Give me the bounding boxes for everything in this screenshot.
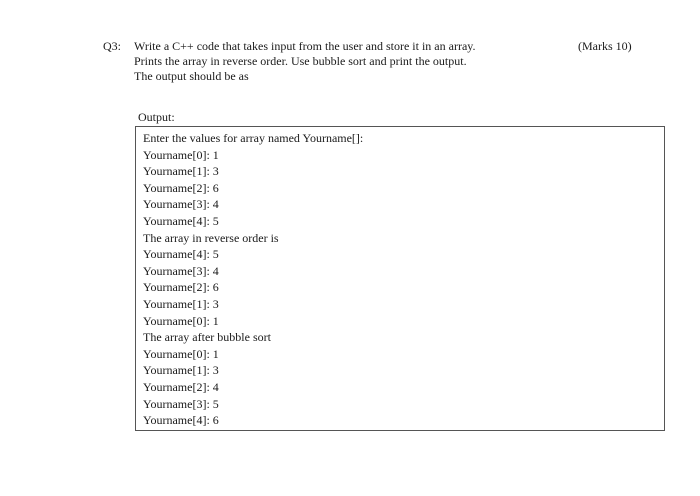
output-line: Yourname[3]: 5	[143, 396, 219, 411]
output-line: Yourname[0]: 1	[143, 346, 219, 361]
output-line: Yourname[4]: 5	[143, 213, 219, 228]
output-box	[135, 126, 665, 431]
output-line: Yourname[2]: 4	[143, 379, 219, 394]
output-line: Yourname[0]: 1	[143, 313, 219, 328]
marks-label: (Marks 10)	[578, 39, 632, 53]
output-line: Yourname[4]: 6	[143, 413, 219, 428]
output-label: Output:	[138, 110, 175, 124]
output-line: Yourname[3]: 4	[143, 197, 219, 212]
output-line: Yourname[3]: 4	[143, 263, 219, 278]
question-text	[134, 39, 554, 84]
output-line: Yourname[1]: 3	[143, 164, 219, 179]
question-line: Prints the array in reverse order. Use bubble sort and print the output.	[134, 54, 467, 68]
output-line: The array after bubble sort	[143, 330, 271, 345]
output-line: Yourname[2]: 6	[143, 280, 219, 295]
question-number: Q3:	[103, 39, 121, 53]
output-line: Yourname[1]: 3	[143, 296, 219, 311]
output-line: Enter the values for array named Yourname[]:	[143, 131, 364, 145]
output-line: Yourname[0]: 1	[143, 147, 219, 162]
question-line: Write a C++ code that takes input from the user and store it in an array.	[134, 39, 476, 53]
output-line: Yourname[1]: 3	[143, 363, 219, 378]
output-line: Yourname[2]: 6	[143, 180, 219, 195]
output-line: Yourname[4]: 5	[143, 247, 219, 262]
output-line: The array in reverse order is	[143, 230, 279, 245]
question-line: The output should be as	[134, 69, 249, 83]
